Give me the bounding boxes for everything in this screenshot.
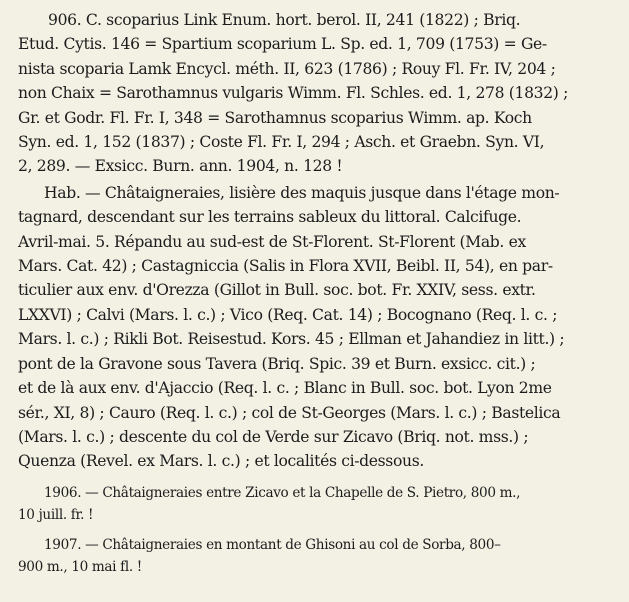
entry-line: Etud. Cytis. 146 = Spartium scoparium L. Sp. ed. 1, 709 (1753) = Ge- <box>18 35 547 54</box>
habitat-line: sér., XI, 8) ; Cauro (Req. l. c.) ; col de St-Georges (Mars. l. c.) ; Bastelica <box>18 403 561 422</box>
entry-line: nista scoparia Lamk Encycl. méth. II, 623 (1786) ; Rouy Fl. Fr. IV, 204 ; <box>18 59 556 78</box>
habitat-line: pont de la Gravone sous Tavera (Briq. Spic. 39 et Burn. exsicc. cit.) ; <box>18 354 536 373</box>
habitat-line: Mars. l. c.) ; Rikli Bot. Reisestud. Kors. 45 ; Ellman et Jahandiez in litt.) ; <box>18 330 565 349</box>
record-1906 <box>18 482 615 526</box>
habitat-line: et de là aux env. d'Ajaccio (Req. l. c. ; Blanc in Bull. soc. bot. Lyon 2me <box>18 379 552 398</box>
entry-line: Syn. ed. 1, 152 (1837) ; Coste Fl. Fr. I, 294 ; Asch. et Graebn. Syn. VI, <box>18 133 545 152</box>
record-line: 1907. — Châtaigneraies en montant de Ghisoni au col de Sorba, 800– <box>44 536 501 553</box>
habitat-line: ticulier aux env. d'Orezza (Gillot in Bull. soc. bot. Fr. XXIV, sess. extr. <box>18 281 536 300</box>
record-line: 1906. — Châtaigneraies entre Zicavo et la Chapelle de S. Pietro, 800 m., <box>44 484 521 501</box>
habitat-paragraph <box>18 181 615 474</box>
record-line: 900 m., 10 mai fl. ! <box>18 558 142 575</box>
habitat-line: Quenza (Revel. ex Mars. l. c.) ; et localités ci-dessous. <box>18 452 424 471</box>
habitat-line: tagnard, descendant sur les terrains sableux du littoral. Calcifuge. <box>18 208 522 227</box>
species-entry <box>18 8 615 179</box>
entry-line: 906. C. scoparius Link Enum. hort. berol. II, 241 (1822) ; Briq. <box>48 11 521 29</box>
entry-line: Gr. et Godr. Fl. Fr. I, 348 = Sarothamnus scoparius Wimm. ap. Koch <box>18 108 532 127</box>
habitat-line: Mars. Cat. 42) ; Castagniccia (Salis in Flora XVII, Beibl. II, 54), en par- <box>18 257 553 276</box>
habitat-line: (Mars. l. c.) ; descente du col de Verde sur Zicavo (Briq. not. mss.) ; <box>18 427 529 446</box>
record-1907 <box>18 534 615 578</box>
habitat-line: Avril-mai. 5. Répandu au sud-est de St-Florent. St-Florent (Mab. ex <box>18 232 526 251</box>
record-line: 10 juill. fr. ! <box>18 506 94 523</box>
habitat-line: Hab. — Châtaigneraies, lisière des maquis jusque dans l'étage mon- <box>44 183 560 202</box>
habitat-line: LXXVI) ; Calvi (Mars. l. c.) ; Vico (Req. Cat. 14) ; Bocognano (Req. l. c. ; <box>18 305 558 324</box>
entry-line: non Chaix = Sarothamnus vulgaris Wimm. Fl. Schles. ed. 1, 278 (1832) ; <box>18 84 569 103</box>
entry-line: 2, 289. — Exsicc. Burn. ann. 1904, n. 128 ! <box>18 157 343 176</box>
